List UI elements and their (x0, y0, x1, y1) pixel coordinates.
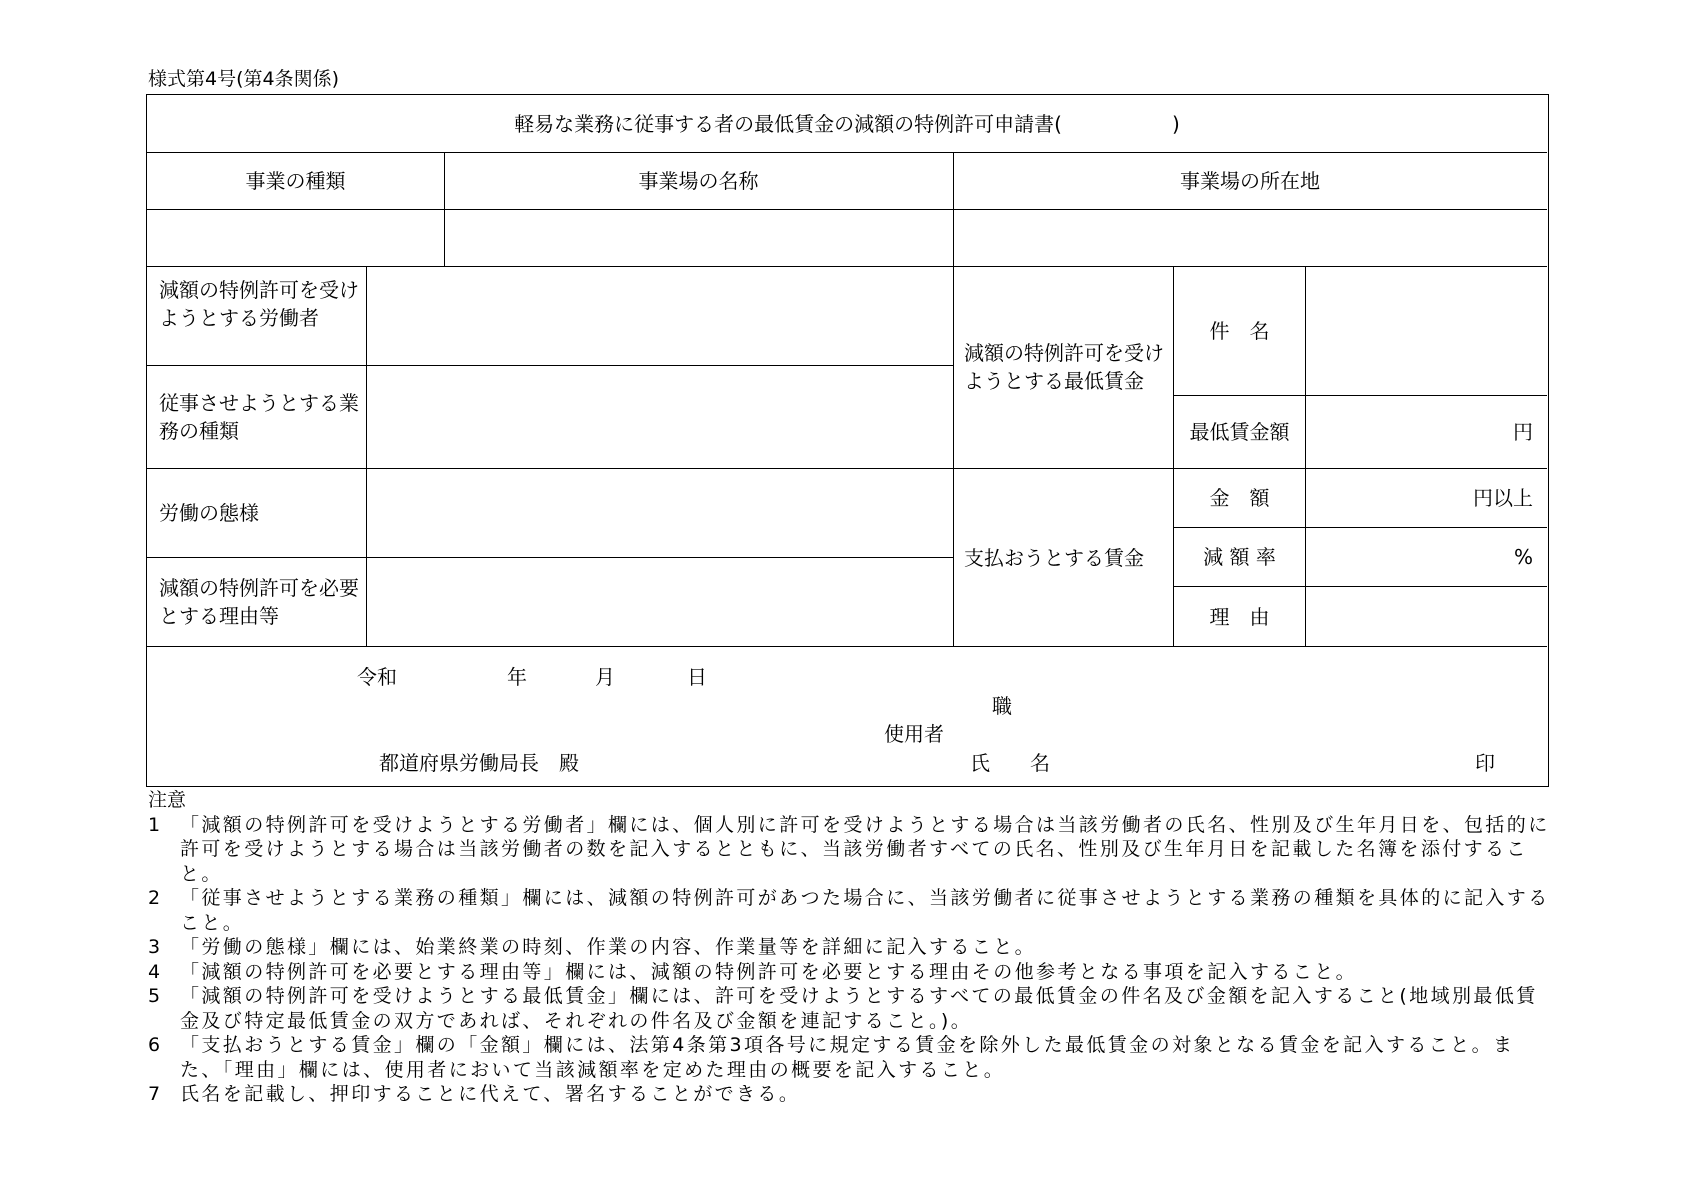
label-workers: 減額の特例許可を受けようとする労働者 (159, 278, 359, 330)
yen-unit: 円 (1513, 420, 1533, 444)
date-month: 月 (595, 665, 615, 689)
label-reason: 減額の特例許可を必要とする理由等 (159, 576, 359, 628)
label-work-mode: 労働の態様 (159, 501, 259, 525)
notes (148, 788, 1550, 1107)
note-text: 氏名を記載し、押印することに代えて、署名することができる。 (180, 1083, 801, 1105)
reason-field[interactable] (367, 558, 953, 646)
form-title-close: ) (1172, 111, 1180, 136)
min-wage-amount-field[interactable] (1306, 396, 1547, 468)
header-business-type: 事業の種類 (245, 169, 346, 193)
note-item (148, 813, 1550, 887)
work-mode-field[interactable] (367, 469, 953, 557)
business-type-field[interactable] (147, 210, 444, 266)
label-pay-reason: 理 由 (1209, 604, 1270, 629)
label-reduction-rate: 減 額 率 (1203, 545, 1276, 569)
form-title-text: 軽易な業務に従事する者の最低賃金の減額の特例許可申請書( (514, 111, 1062, 136)
label-amount: 金 額 (1209, 486, 1270, 510)
note-number: 5 (148, 985, 161, 1007)
divider (953, 152, 954, 646)
note-item (148, 1033, 1550, 1082)
note-item (148, 960, 1550, 985)
duties-field[interactable] (367, 366, 953, 468)
note-text: 「減額の特例許可を受けようとする最低賃金」欄には、許可を受けようとするすべての最低賃金の件名及び金額を記入すること(地域別最低賃金及び特定最低賃金の双方であれば、それぞれの件名及び金額を連記すること。)。 (180, 985, 1538, 1032)
divider (147, 646, 1547, 647)
note-text: 「支払おうとする賃金」欄の「金額」欄には、法第4条第3項各号に規定する賃金を除外した最低賃金の対象となる賃金を記入すること。また、「理由」欄には、使用者において当該減額率を定めた理由の概要を記入すること。 (180, 1034, 1515, 1081)
label-pay-wage: 支払おうとする賃金 (964, 545, 1144, 570)
form-number: 様式第4号(第4条関係) (148, 68, 340, 90)
workers-field[interactable] (367, 267, 953, 365)
note-number: 3 (148, 936, 161, 958)
notes-heading: 注意 (148, 789, 187, 811)
yen-or-more-unit: 円以上 (1473, 486, 1533, 510)
date-year: 年 (507, 665, 527, 689)
form-title (147, 95, 1547, 152)
name-label: 氏 名 (970, 751, 1060, 775)
note-text: 「労働の態様」欄には、始業終業の時刻、作業の内容、作業量等を詳細に記入すること。 (180, 936, 1037, 958)
note-text: 「減額の特例許可を受けようとする労働者」欄には、個人別に許可を受けようとする場合は当該労働者の氏名、性別及び生年月日を、包括的に許可を受けようとする場合は当該労働者の数を記入するとともに、当該労働者すべての氏名、性別及び生年月日を記載した名簿を添付すること。 (180, 813, 1550, 885)
percent-unit: % (1513, 545, 1533, 569)
date-era: 令和 (357, 665, 397, 689)
workplace-location-field[interactable] (953, 210, 1547, 266)
note-item (148, 886, 1550, 935)
application-form (146, 94, 1549, 787)
position-label: 職 (992, 694, 1012, 718)
note-number: 1 (148, 813, 161, 836)
employer-label: 使用者 (884, 722, 944, 746)
note-number: 4 (148, 960, 161, 983)
note-number: 6 (148, 1034, 161, 1056)
label-case-name: 件 名 (1209, 319, 1270, 343)
note-item (148, 984, 1550, 1033)
note-item (148, 935, 1550, 960)
label-duties: 従事させようとする業務の種類 (159, 391, 359, 443)
reduction-rate-field[interactable] (1306, 528, 1547, 586)
date-day: 日 (687, 665, 707, 689)
note-text: 「減額の特例許可を必要とする理由等」欄には、減額の特例許可を必要とする理由その他参考となる事項を記入すること。 (180, 960, 1358, 983)
note-number: 2 (148, 887, 161, 909)
note-text: 「従事させようとする業務の種類」欄には、減額の特例許可があつた場合に、当該労働者に従事させようとする業務の種類を具体的に記入すること。 (180, 887, 1550, 934)
header-workplace-location: 事業場の所在地 (1180, 169, 1320, 193)
workplace-name-field[interactable] (444, 210, 953, 266)
case-name-field[interactable] (1306, 267, 1547, 395)
addressee: 都道府県労働局長 殿 (379, 751, 579, 775)
note-number: 7 (148, 1083, 161, 1105)
label-min-wage: 減額の特例許可を受けようとする最低賃金 (964, 341, 1164, 393)
seal-mark: 印 (1475, 751, 1495, 775)
note-item (148, 1082, 1550, 1107)
pay-reason-field[interactable] (1306, 587, 1547, 646)
amount-field[interactable] (1306, 469, 1547, 527)
divider (444, 152, 445, 266)
header-workplace-name: 事業場の名称 (638, 169, 759, 193)
label-min-wage-amount: 最低賃金額 (1189, 420, 1290, 444)
